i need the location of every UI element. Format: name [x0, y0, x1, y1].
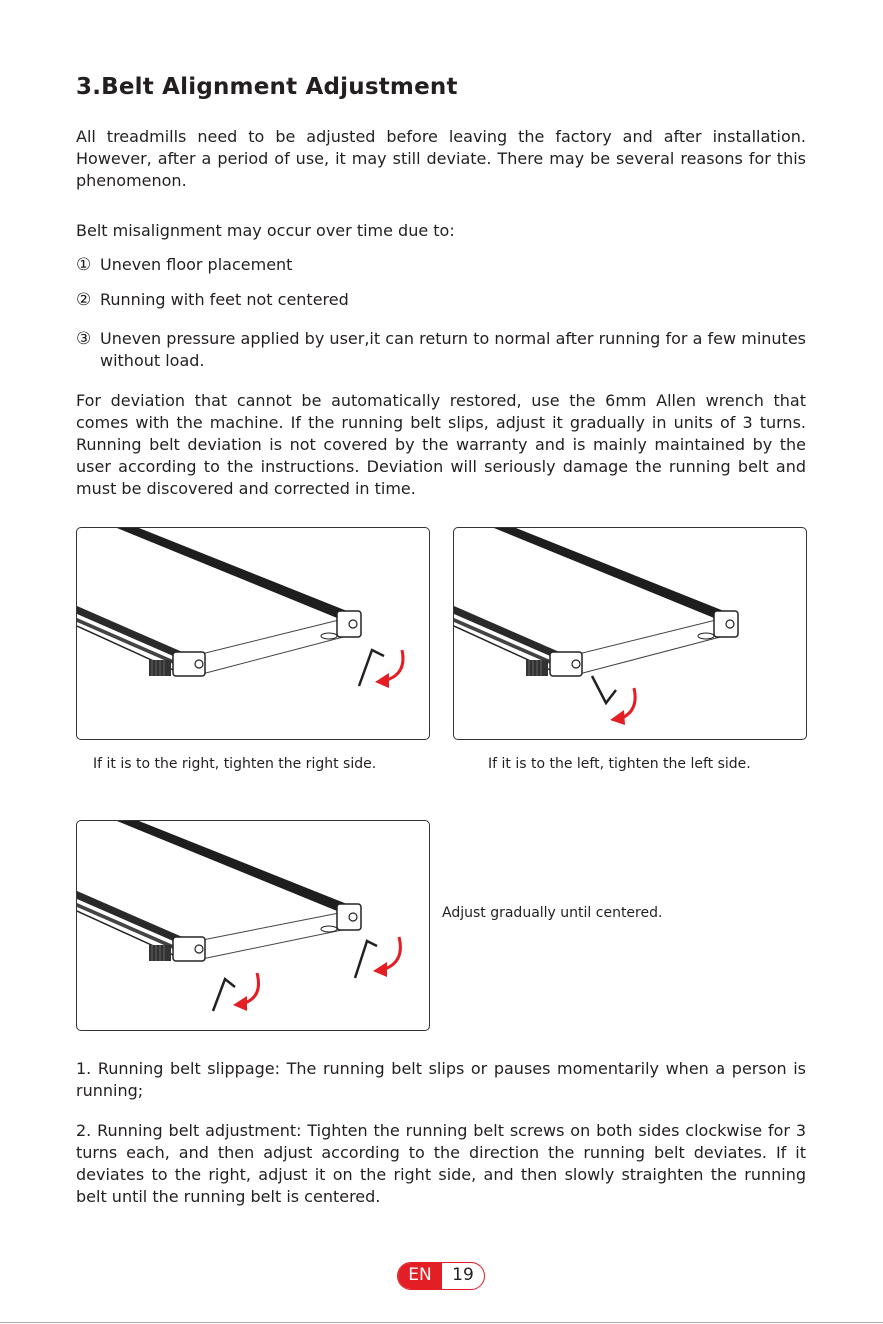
cause-marker: ① [76, 255, 92, 275]
language-label: EN [398, 1263, 442, 1289]
page-number: 19 [452, 1265, 474, 1285]
note-belt-adjustment: 2. Running belt adjustment: Tighten the running belt screws on both sides clockwise for 3 turns each, and then adjust according to the direction the running belt deviates. If it deviates to the right, adjust it on the right side, and then slowly straighten the running belt until the running belt is centered. [76, 1121, 806, 1206]
figure-tighten-right [76, 527, 430, 740]
caption-tighten-right: If it is to the right, tighten the right side. [93, 756, 377, 772]
deviation-paragraph: For deviation that cannot be automatically restored, use the 6mm Allen wrench that comes with the machine. If the running belt slips, adjust it gradually in units of 3 turns. Running belt deviation is not covered by the warranty and is mainly maintained by the user according to the instructions. Deviation will seriously damage the running belt and must be discovered and corrected in time. [76, 391, 806, 498]
page-number-badge [397, 1262, 485, 1290]
note-belt-slippage: 1. Running belt slippage: The running belt slips or pauses momentarily when a person is running; [76, 1059, 806, 1100]
cause-text: Uneven pressure applied by user,it can return to normal after running for a few minutes without load. [100, 329, 806, 370]
cause-item-3 [76, 328, 806, 372]
caption-adjust-both: Adjust gradually until centered. [442, 905, 663, 921]
cause-marker: ③ [76, 329, 92, 349]
misalignment-lead: Belt misalignment may occur over time due to: [76, 221, 455, 240]
cause-item-1 [76, 254, 806, 276]
cause-marker: ② [76, 290, 92, 310]
bottom-divider [0, 1322, 883, 1323]
cause-text: Running with feet not centered [100, 290, 349, 309]
treadmill-left-illustration [454, 528, 806, 739]
caption-tighten-left: If it is to the left, tighten the left side. [488, 756, 751, 772]
cause-text: Uneven floor placement [100, 255, 293, 274]
treadmill-both-illustration [77, 821, 429, 1030]
intro-paragraph: All treadmills need to be adjusted before leaving the factory and after installation. However, after a period of use, it may still deviate. There may be several reasons for this phenomenon. [76, 127, 806, 190]
figure-adjust-both [76, 820, 430, 1031]
figure-tighten-left [453, 527, 807, 740]
cause-item-2 [76, 289, 806, 311]
page-title: 3.Belt Alignment Adjustment [76, 74, 458, 100]
treadmill-right-illustration [77, 528, 429, 739]
